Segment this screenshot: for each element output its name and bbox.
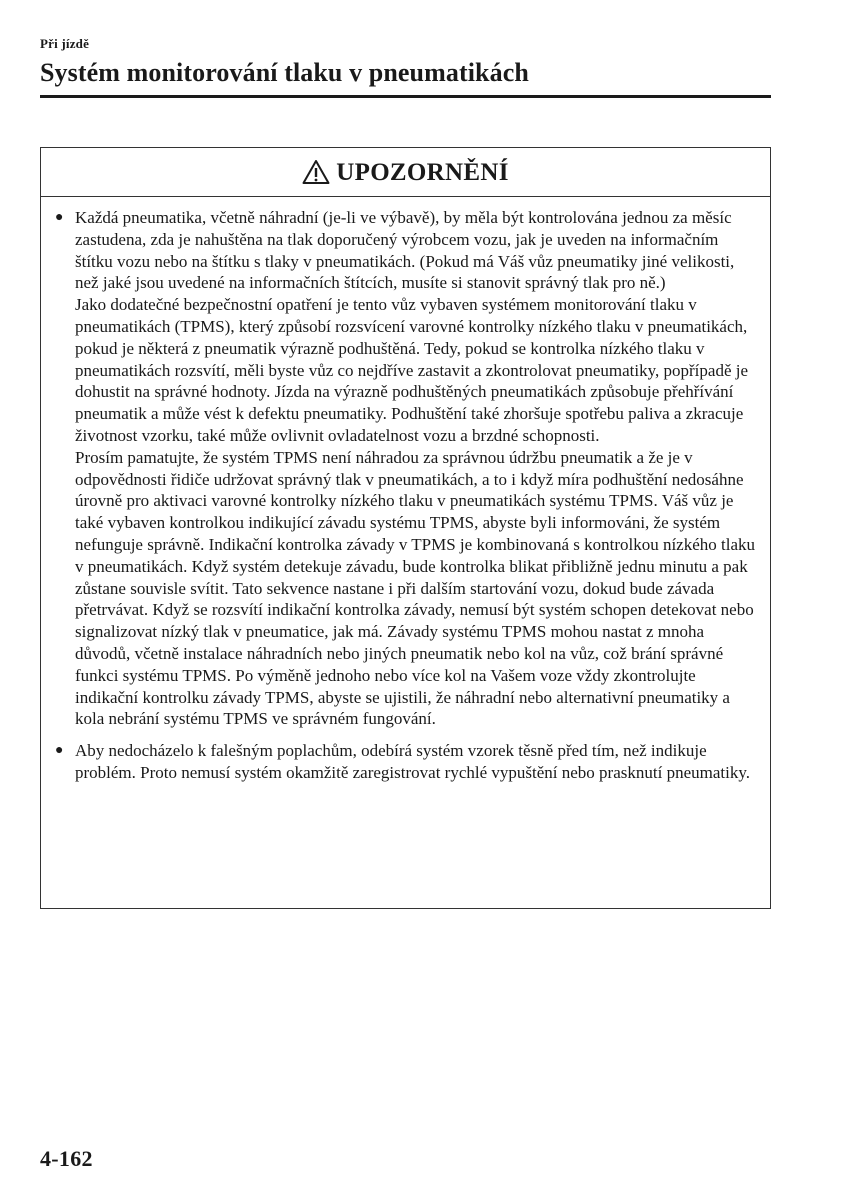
- section-label: Při jízdě: [40, 36, 90, 51]
- page-title: Systém monitorování tlaku v pneumatikách: [40, 58, 529, 87]
- bullet-dot: ●: [55, 743, 64, 759]
- page-number: 4-162: [40, 1146, 93, 1171]
- title-rule: [40, 95, 771, 98]
- bullet-dot: ●: [55, 210, 64, 225]
- bullet-item: [53, 740, 758, 784]
- warning-header: [41, 148, 770, 197]
- bullet-content: [75, 207, 758, 730]
- warning-triangle-icon: [302, 159, 330, 185]
- bullet-item: [53, 207, 758, 730]
- paragraph: Prosím pamatujte, že systém TPMS není náhradou za správnou údržbu pneumatik a že je v odpovědnosti řidiče udržovat správný tlak v pneumatikách, a to i když míra podhuštění nedosáhne úrovně pro aktivaci varovné kontrolky nízkého tlaku v pneumatikách systému TPMS. Váš vůz je také vybaven kontrolkou indikující závadu systému TPMS, abyste byli informováni, že systém nefunguje správně. Indikační kontrolka závady v TPMS je kombinovaná s kontrolkou nízkého tlaku v pneumatikách. Když systém detekuje závadu, bude kontrolka blikat přibližně jednu minutu a pak zůstane souvisle svítit. Tato sekvence nastane i při dalším startování vozu, dokud bude závada přetrvávat. Když se rozsvítí indikační kontrolka závady, nemusí být systém schopen detekovat nebo signalizovat nízký tlak v pneumatice, jak má. Závady systému TPMS mohou nastat z mnoha důvodů, včetně instalace náhradních nebo jiných pneumatik nebo kol na vůz, což brání správné funkci systému TPMS. Po výměně jednoho nebo více kol na Vašem voze vždy zkontrolujte indikační kontrolku závady TPMS, abyste se ujistili, že náhradní nebo alternativní pneumatiky a kola nebrání systému TPMS ve správném fungování.: [75, 447, 756, 729]
- paragraph: Jako dodatečné bezpečnostní opatření je tento vůz vybaven systémem monitorování tlaku v pneumatikách (TPMS), který způsobí rozsvícení varovné kontrolky nízkého tlaku v pneumatikách, pokud je některá z pneumatik výrazně podhuštěná. Tedy, pokud se kontrolka nízkého tlaku v pneumatikách rozsvítí, měli byste vůz co nejdříve zastavit a zkontrolovat pneumatiky, popřípadě je dohustit na správné hodnoty. Jízda na výrazně podhuštěných pneumatikách způsobuje přehřívání pneumatik a může vést k defektu pneumatiky. Podhuštění také zhoršuje spotřebu paliva a zkracuje životnost vzorku, také může ovlivnit ovladatelnost vozu a brzdné schopnosti.: [75, 295, 749, 445]
- paragraph: Aby nedocházelo k falešným poplachům, odebírá systém vzorek těsně před tím, než indikuje problém. Proto nemusí systém okamžitě zaregistrovat rychlé vypuštění nebo prasknutí pneumatiky.: [75, 741, 750, 782]
- warning-body: [41, 197, 770, 784]
- bullet-content: [75, 740, 758, 784]
- paragraph: Každá pneumatika, včetně náhradní (je-li ve výbavě), by měla být kontrolována jednou za měsíc zastudena, zda je nahuštěna na tlak doporučený výrobcem vozu, jak je uveden na informačním štítku vozu nebo na štítku s tlaky v pneumatikách. (Pokud má Váš vůz pneumatiky jiné velikosti, než jaké jsou uvedené na informačních štítcích, musíte si stanovit správný tlak pro ně.): [75, 208, 735, 293]
- warning-title: UPOZORNĚNÍ: [336, 159, 509, 186]
- warning-box: [40, 147, 771, 909]
